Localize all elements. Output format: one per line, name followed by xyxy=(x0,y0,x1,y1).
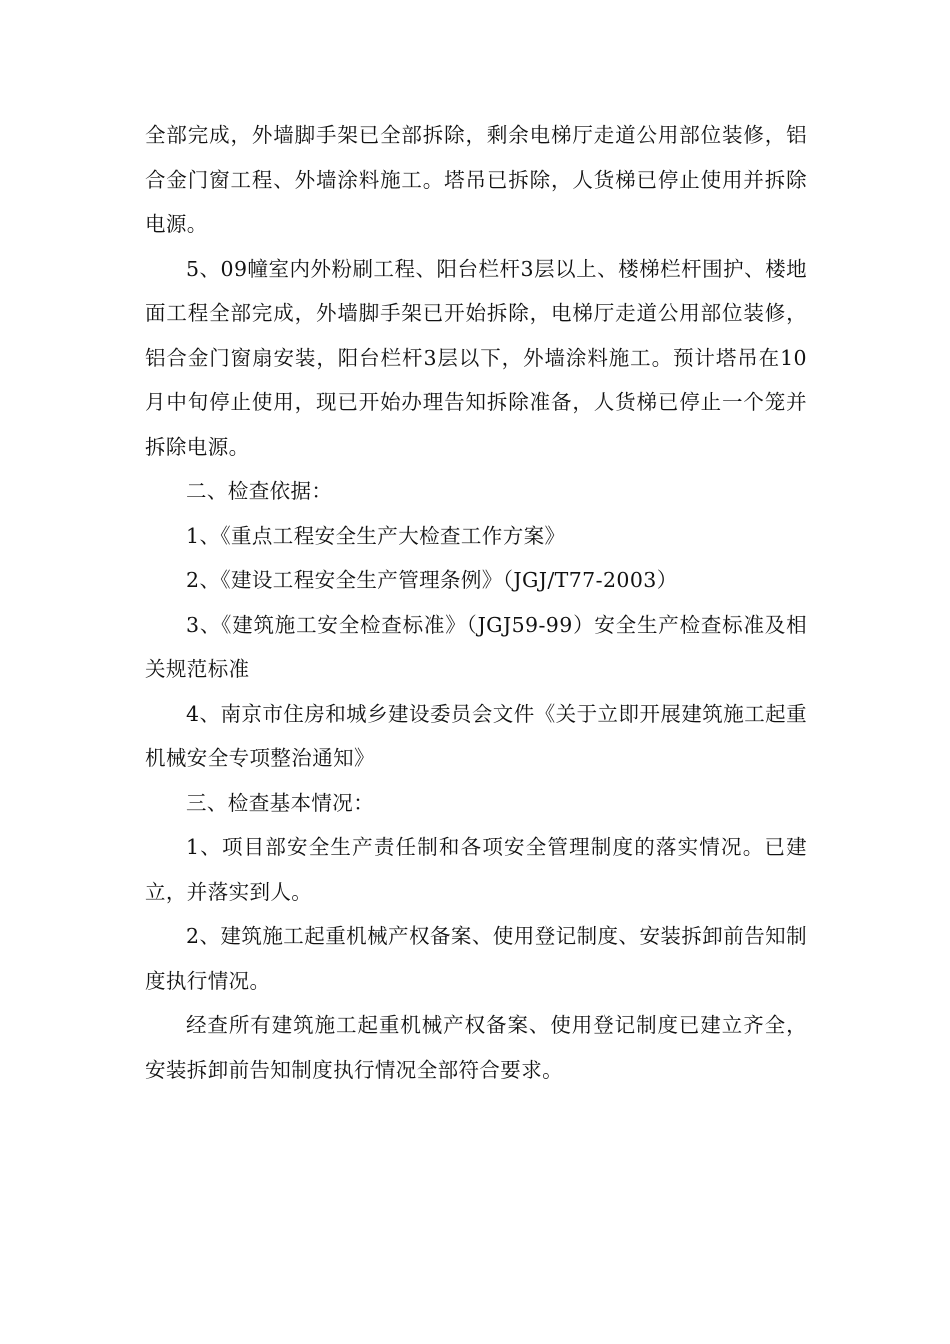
basis-item-1: 1、《重点工程安全生产大检查工作方案》 xyxy=(186,523,566,548)
basis-item-4: 4、南京市住房和城乡建设委员会文件《关于立即开展建筑施工起重机械安全专项整治通知》 xyxy=(145,701,807,770)
basis-item-3: 3、《建筑施工安全检查标准》（JGJ59-99）安全生产检查标准及相关规范标准 xyxy=(145,612,807,681)
status-item-2-result: 经查所有建筑施工起重机械产权备案、使用登记制度已建立齐全，安装拆卸前告知制度执行情况全部符合要求。 xyxy=(145,1013,807,1082)
section-heading-inspection-basis: 二、检查依据： xyxy=(186,479,333,503)
paragraph-building-09: 5、09幢室内外粉刷工程、阳台栏杆3层以上、楼梯栏杆围护、楼地面工程全部完成，外墙脚手架已开始拆除，电梯厅走道公用部位装修，铝合金门窗扇安装，阳台栏杆3层以下，外墙涂料施工。预计塔吊在10月中旬停止使用，现已开始办理告知拆除准备，人货梯已停止一个笼并拆除电源。 xyxy=(145,256,807,459)
document-body xyxy=(145,113,807,1092)
basis-item-2: 2、《建设工程安全生产管理条例》（JGJ/T77-2003） xyxy=(186,568,678,592)
status-item-1: 1、项目部安全生产责任制和各项安全管理制度的落实情况。已建立，并落实到人。 xyxy=(145,835,807,904)
paragraph-continuation: 全部完成，外墙脚手架已全部拆除，剩余电梯厅走道公用部位装修，铝合金门窗工程、外墙涂料施工。塔吊已拆除，人货梯已停止使用并拆除电源。 xyxy=(145,123,807,236)
status-item-2: 2、建筑施工起重机械产权备案、使用登记制度、安装拆卸前告知制度执行情况。 xyxy=(145,924,807,993)
section-heading-inspection-status: 三、检查基本情况： xyxy=(186,790,375,815)
